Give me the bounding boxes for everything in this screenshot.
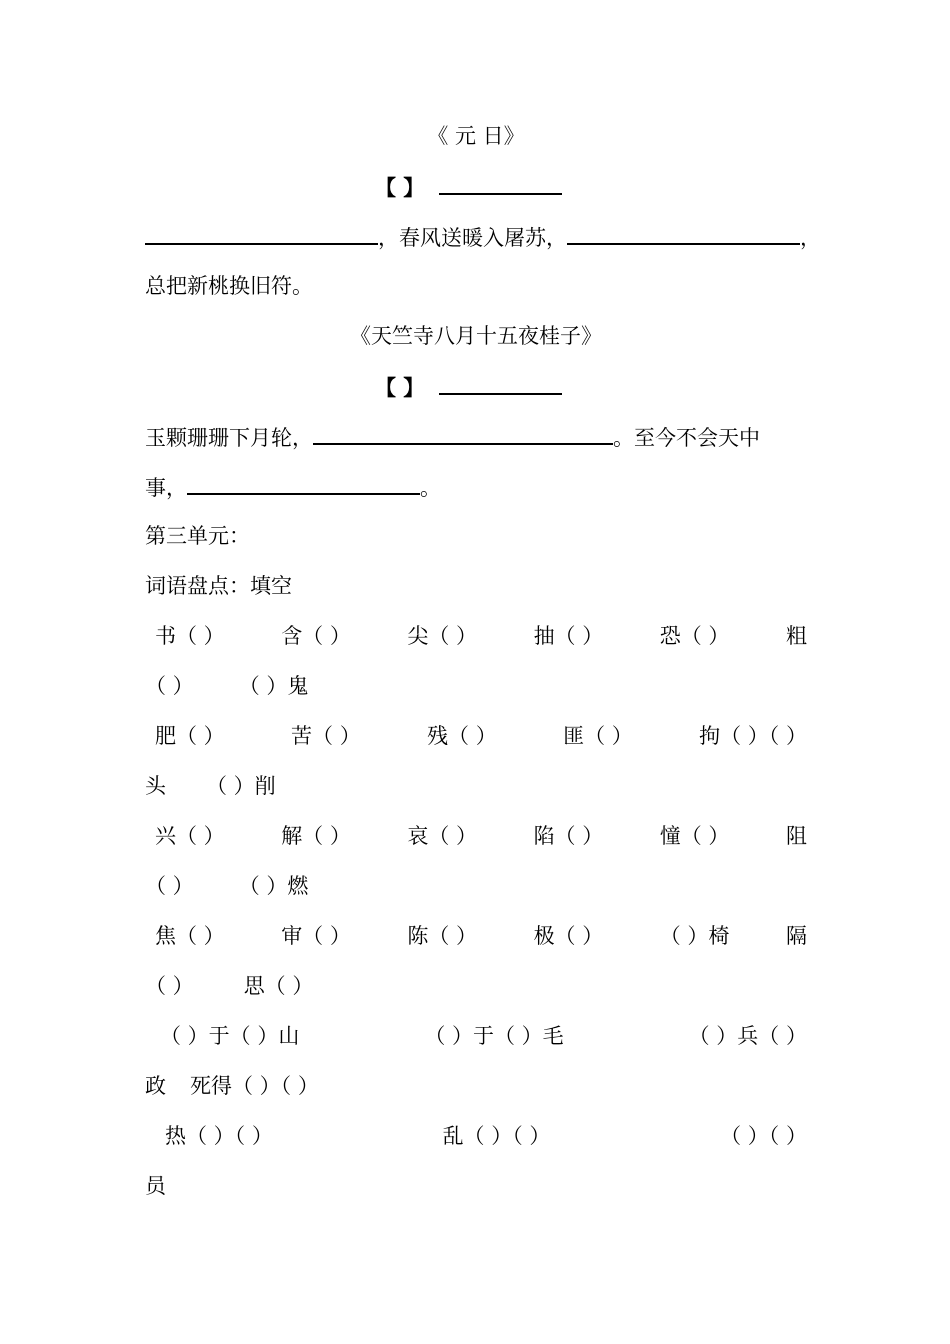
- word-item: 书（ ）: [155, 624, 225, 648]
- word-item: （ ）: [145, 974, 194, 998]
- poem2-line1-start: 玉颗珊珊下月轮，: [145, 426, 313, 450]
- poem1-author-blank[interactable]: [439, 171, 562, 195]
- word-row-11: [165, 1121, 807, 1151]
- word-item: 死得（ ）（ ）: [190, 1074, 319, 1098]
- word-item: （ ）（ ）: [720, 1124, 807, 1148]
- poem1-line1: [145, 221, 821, 251]
- poem1-line1-end: ，: [800, 226, 821, 250]
- word-item: 粗: [785, 624, 807, 648]
- poem1-line1-middle: ，春风送暖入屠苏，: [378, 226, 567, 250]
- word-item: 尖（ ）: [407, 624, 478, 648]
- word-item: 隔: [785, 924, 807, 948]
- poem1-line2: 总把新桃换旧符。: [145, 274, 313, 298]
- word-item: （ ）削: [206, 774, 276, 798]
- word-item: （ ）鬼: [238, 674, 309, 698]
- word-item: 解（ ）: [281, 824, 351, 848]
- word-item: （ ）于（ ）毛: [424, 1024, 564, 1048]
- poem2-title: 《天竺寺八月十五夜桂子》: [350, 324, 602, 348]
- word-item: 头: [145, 774, 166, 798]
- poem2-author-line: [375, 371, 575, 401]
- word-row-12: [145, 1171, 807, 1201]
- unit-heading: 第三单元：: [145, 524, 250, 548]
- poem1-author-line: [375, 171, 575, 201]
- poem1-author-bracket: 【 】: [375, 175, 425, 200]
- word-item: 焦（ ）: [155, 924, 225, 948]
- word-item: 陷（ ）: [533, 824, 604, 848]
- word-item: 思（ ）: [243, 974, 314, 998]
- word-row-7: [155, 921, 807, 951]
- word-row-5: [155, 821, 807, 851]
- poem2-line2-end: 。: [420, 476, 441, 500]
- poem2-author-blank[interactable]: [439, 371, 562, 395]
- poem2-line2: [145, 471, 807, 501]
- word-item: （ ）椅: [659, 924, 730, 948]
- poem2-line1: [145, 421, 807, 451]
- word-item: （ ）兵（ ）: [688, 1024, 807, 1048]
- section-heading: 词语盘点：填空: [145, 574, 292, 598]
- poem2-blank-1[interactable]: [313, 421, 613, 445]
- word-item: 匪（ ）: [563, 724, 633, 748]
- word-row-1: [155, 621, 807, 651]
- word-item: 恐（ ）: [659, 624, 730, 648]
- word-item: 极（ ）: [533, 924, 604, 948]
- word-item: 含（ ）: [281, 624, 351, 648]
- word-item: （ ）燃: [238, 874, 309, 898]
- word-item: （ ）: [145, 674, 194, 698]
- poem2-line2-start: 事，: [145, 476, 187, 500]
- word-item: 员: [145, 1174, 166, 1198]
- word-item: 拘（ ）（ ）: [699, 724, 807, 748]
- word-item: 兴（ ）: [155, 824, 225, 848]
- word-item: 残（ ）: [427, 724, 497, 748]
- word-item: 阻: [785, 824, 807, 848]
- word-item: 热（ ）（ ）: [165, 1124, 273, 1148]
- poem2-blank-2[interactable]: [187, 471, 420, 495]
- word-row-8: [145, 971, 807, 1001]
- word-item: （ ）: [145, 874, 194, 898]
- poem1-blank-2[interactable]: [567, 221, 800, 245]
- word-row-2: [145, 671, 807, 701]
- poem2-author-bracket: 【 】: [375, 375, 425, 400]
- word-item: 肥（ ）: [155, 724, 225, 748]
- word-item: 憧（ ）: [659, 824, 730, 848]
- word-row-10: [145, 1071, 807, 1101]
- poem1-title: 《 元 日》: [427, 124, 525, 148]
- word-item: 苦（ ）: [291, 724, 361, 748]
- word-item: （ ）于（ ）山: [160, 1024, 300, 1048]
- word-item: 乱（ ）（ ）: [442, 1124, 551, 1148]
- word-item: 抽（ ）: [533, 624, 604, 648]
- word-row-9: [160, 1021, 807, 1051]
- poem1-blank-1[interactable]: [145, 221, 378, 245]
- word-row-4: [145, 771, 807, 801]
- poem2-line1-middle: 。至今不会天中: [613, 426, 760, 450]
- word-item: 哀（ ）: [407, 824, 478, 848]
- word-item: 陈（ ）: [407, 924, 478, 948]
- word-item: 政: [145, 1074, 166, 1098]
- word-row-3: [155, 721, 807, 751]
- word-item: 审（ ）: [281, 924, 351, 948]
- word-row-6: [145, 871, 807, 901]
